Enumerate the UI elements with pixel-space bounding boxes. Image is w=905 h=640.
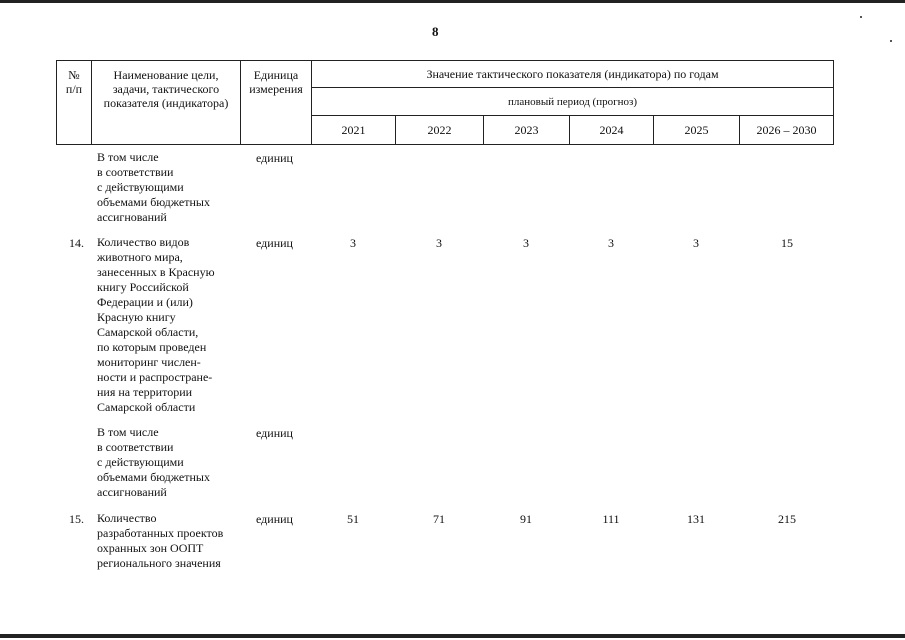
- header-unit-col: Единица измерения: [249, 68, 303, 96]
- row-value-2022: 71: [433, 512, 445, 526]
- row-name: Количество видов животного мира, занесенных в Красную книгу Российской Федерации и (или) Красную книгу Самарской области, по которым проведен мониторинг числен- ности и распростране- ния на территории Самарской области: [97, 235, 215, 414]
- header-top-line: [56, 60, 834, 61]
- row-unit: единиц: [256, 151, 293, 165]
- header-year-2024: 2024: [599, 123, 624, 137]
- row-value-2025: 3: [693, 236, 699, 250]
- header-year-2022: 2022: [427, 123, 452, 137]
- row-name: Количество разработанных проектов охранных зон ООПТ регионального значения: [97, 511, 224, 570]
- header-mid-line: [311, 87, 834, 88]
- header-name-col: Наименование цели, задачи, тактического показателя (индикатора): [103, 68, 229, 110]
- header-num-col: № п/п: [65, 68, 83, 96]
- row-value-2024: 3: [608, 236, 614, 250]
- header-years-line: [311, 115, 834, 116]
- header-planned-period: плановый период (прогноз): [507, 96, 637, 108]
- row-value-2026-2030: 15: [781, 236, 793, 250]
- header-year-2025: 2025: [684, 123, 709, 137]
- row-value-2023: 3: [523, 236, 529, 250]
- row-value-2024: 111: [602, 512, 620, 526]
- page-number: 8: [432, 24, 439, 39]
- row-value-2022: 3: [436, 236, 442, 250]
- top-border-rule: [0, 0, 905, 3]
- row-value-2026-2030: 215: [778, 512, 796, 526]
- header-value-group: Значение тактического показателя (индикатора) по годам: [426, 67, 719, 81]
- scan-speck: [890, 40, 892, 42]
- header-bottom-line: [56, 144, 834, 145]
- row-name: В том числе в соответствии с действующими объемами бюджетных ассигнований: [97, 150, 210, 224]
- row-number: 15.: [69, 512, 84, 526]
- row-unit: единиц: [256, 426, 293, 440]
- row-value-2023: 91: [520, 512, 532, 526]
- row-value-2021: 3: [350, 236, 356, 250]
- header-year-2026-2030: 2026 – 2030: [756, 123, 817, 137]
- header-year-2021: 2021: [341, 123, 366, 137]
- row-unit: единиц: [256, 512, 293, 526]
- header-vline: [833, 60, 834, 145]
- header-year-2023: 2023: [514, 123, 539, 137]
- row-value-2025: 131: [687, 512, 705, 526]
- scan-speck: [860, 16, 862, 18]
- row-unit: единиц: [256, 236, 293, 250]
- row-name: В том числе в соответствии с действующими объемами бюджетных ассигнований: [97, 425, 210, 499]
- row-number: 14.: [69, 236, 84, 250]
- bottom-border-rule: [0, 634, 905, 638]
- row-value-2021: 51: [347, 512, 359, 526]
